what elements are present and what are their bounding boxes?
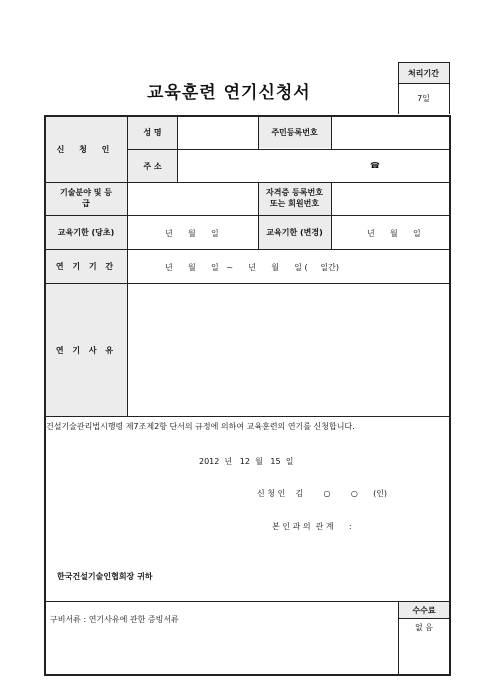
rrn-field[interactable] [332, 116, 449, 149]
statement-text: 건설기술관리법시행령 제7조제2항 단서의 규정에 의하여 교육훈련의 연기를 신청합니다. [46, 422, 355, 431]
address-label: 주 소 [143, 161, 162, 171]
license-input[interactable] [332, 183, 449, 215]
name-field[interactable] [178, 116, 258, 149]
postpone-reason-label: 연 기 사 유 [55, 345, 117, 355]
fee-label: 수수료 [412, 605, 436, 615]
recipient: 한국건설기술인협회장 귀하 [57, 572, 153, 581]
postpone-period-value[interactable]: 년 월 일 ~ 년 월 일 ( 일간) [165, 263, 339, 272]
license-label-line1: 자격증 등록번호 [266, 188, 323, 197]
rrn-label: 주민등록번호 [271, 128, 318, 137]
period-changed-label: 교육기한 (변경) [266, 228, 323, 237]
tech-field-label-line2: 급 [82, 199, 90, 208]
tech-field-label [45, 187, 127, 209]
fee-value: 없 음 [415, 622, 433, 632]
required-documents: 구비서류 : 연기사유에 관한 증빙서류 [50, 615, 179, 624]
license-label [258, 187, 331, 209]
relation-line: 본 인 과 의 관 계 : [272, 522, 352, 531]
form-title: 교육훈련 연기신청서 [147, 83, 311, 103]
tech-field-label-line1: 기술분야 및 등 [60, 188, 112, 197]
tech-field-input[interactable] [128, 183, 258, 215]
period-initial-label: 교육기한 (당초) [57, 228, 115, 237]
applicant-signature: 신 청 인 김 ○ ○ (인) [257, 489, 388, 498]
processing-period-label: 처리기간 [408, 68, 439, 78]
applicant-section-label: 신 청 인 [56, 144, 116, 154]
processing-period-value: 7일 [417, 94, 430, 103]
phone-icon: ☎ [370, 161, 380, 170]
period-changed-value[interactable]: 년 월 일 [367, 229, 421, 238]
address-field[interactable] [178, 150, 449, 182]
license-label-line2: 또는 회원번호 [269, 199, 320, 208]
name-label: 성 명 [143, 128, 162, 137]
postpone-reason-input[interactable] [128, 284, 449, 416]
postpone-period-label: 연 기 기 간 [55, 262, 117, 271]
period-initial-value[interactable]: 년 월 일 [165, 229, 219, 238]
statement-date: 2012 년 12 월 15 일 [199, 457, 294, 466]
